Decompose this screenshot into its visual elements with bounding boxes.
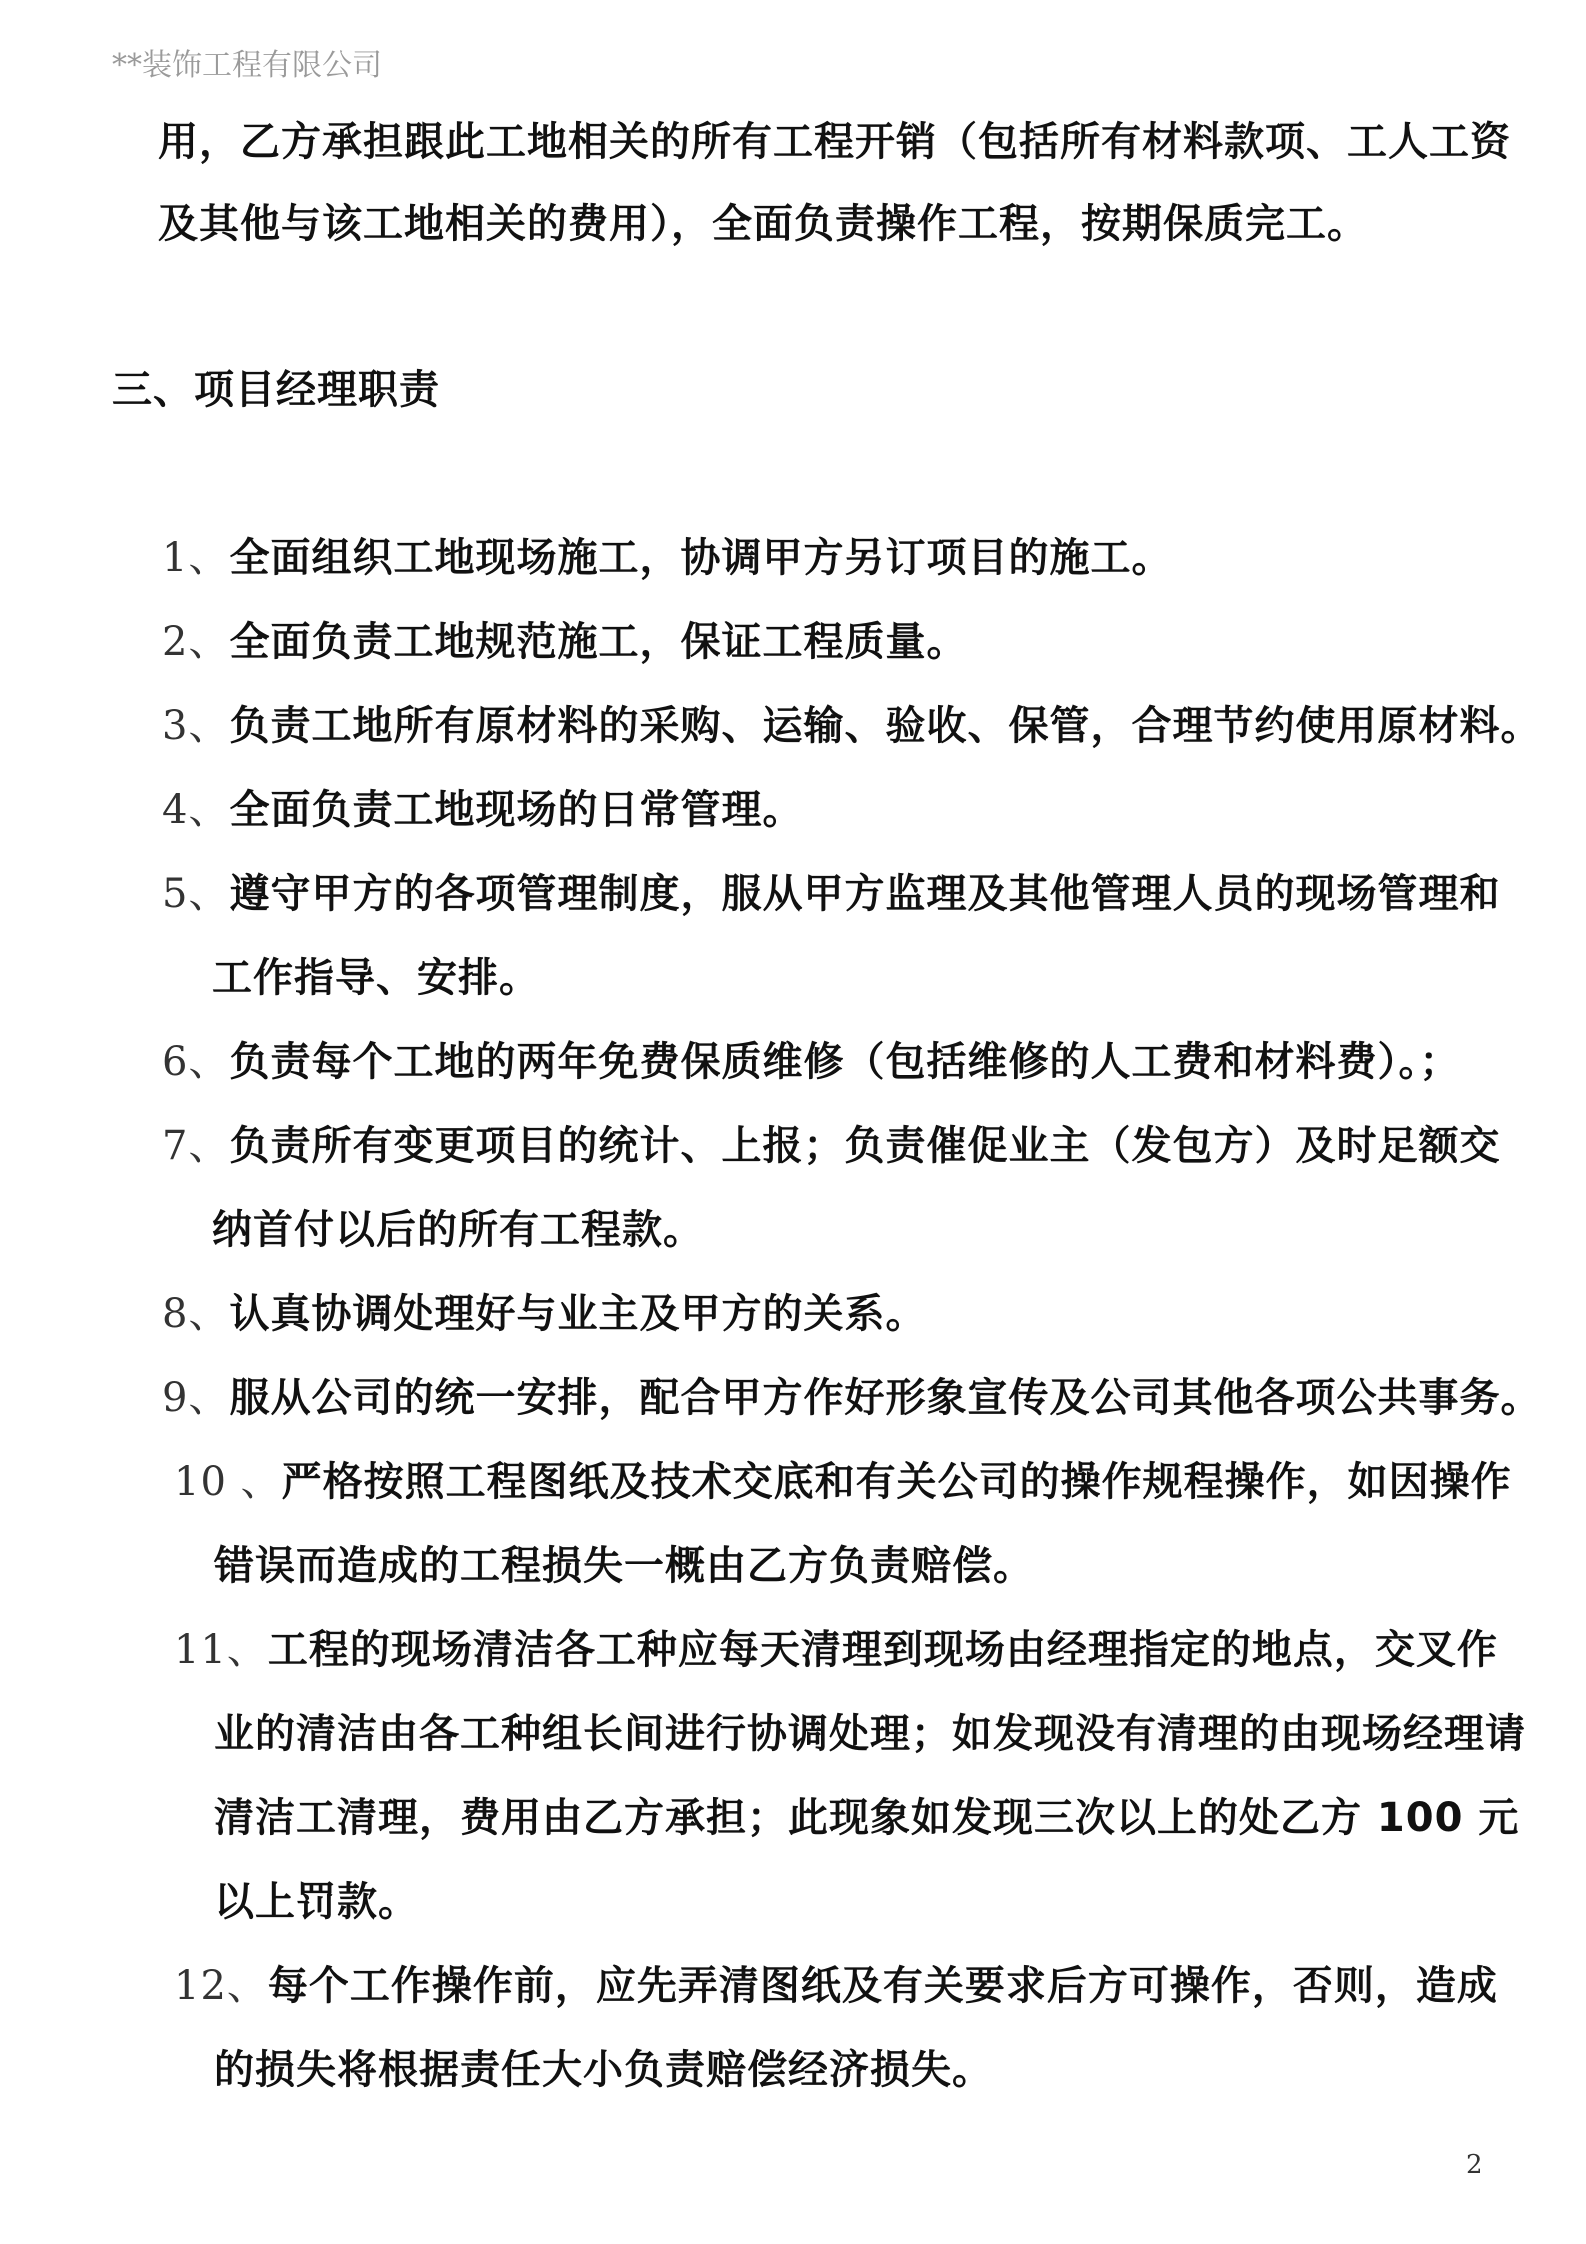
item-text: 负责每个工地的两年免费保质维修（包括维修的人工费和材料费）。； — [229, 1039, 1461, 1085]
item-text: 每个工作操作前，应先弄清图纸及有关要求后方可操作，否则，造成 — [267, 1963, 1498, 2009]
item-number: 12、 — [174, 1963, 268, 2009]
list-item — [162, 1290, 926, 1338]
list-item — [162, 786, 803, 834]
item-number: 2、 — [162, 619, 230, 665]
item-text: 遵守甲方的各项管理制度，服从甲方监理及其他管理人员的现场管理和 — [229, 871, 1501, 917]
item-number: 1、 — [162, 535, 230, 581]
item-text: 负责工地所有原材料的采购、运输、验收、保管，合理节约使用原材料。 — [229, 703, 1542, 749]
intro-line: 及其他与该工地相关的费用），全面负责操作工程，按期保质完工。 — [158, 201, 1368, 247]
item-number: 7、 — [162, 1123, 230, 1169]
item-number: 8、 — [162, 1291, 230, 1337]
list-item — [162, 618, 967, 666]
list-item — [162, 870, 1500, 918]
item-text: 全面负责工地规范施工，保证工程质量。 — [229, 619, 968, 665]
item-text: 服从公司的统一安排，配合甲方作好形象宣传及公司其他各项公共事务。 — [229, 1375, 1542, 1421]
item-continuation: 的损失将根据责任大小负责赔偿经济损失。 — [214, 2047, 993, 2093]
item-continuation: 工作指导、安排。 — [212, 955, 540, 1001]
list-item — [174, 1962, 1498, 2010]
list-item — [162, 1122, 1500, 1170]
intro-line: 用，乙方承担跟此工地相关的所有工程开销（包括所有材料款项、工人工资 — [158, 119, 1511, 165]
section-title: 三、项目经理职责 — [112, 367, 440, 413]
item-number: 5、 — [162, 871, 230, 917]
item-text: 全面负责工地现场的日常管理。 — [229, 787, 804, 833]
item-number: 6、 — [162, 1039, 230, 1085]
item-number: 11、 — [174, 1627, 268, 1673]
item-number: 3、 — [162, 703, 230, 749]
item-continuation: 错误而造成的工程损失一概由乙方负责赔偿。 — [214, 1543, 1034, 1589]
list-item — [162, 1374, 1541, 1422]
item-text: 严格按照工程图纸及技术交底和有关公司的操作规程操作，如因操作 — [281, 1459, 1512, 1505]
item-continuation: 业的清洁由各工种组长间进行协调处理；如发现没有清理的由现场经理请 — [214, 1711, 1526, 1757]
item-continuation: 清洁工清理，费用由乙方承担；此现象如发现三次以上的处乙方 100 元 — [214, 1795, 1520, 1841]
list-item — [162, 1038, 1460, 1086]
page-number: 2 — [1466, 2150, 1483, 2180]
item-continuation: 纳首付以后的所有工程款。 — [212, 1207, 704, 1253]
item-text: 全面组织工地现场施工，协调甲方另订项目的施工。 — [229, 535, 1173, 581]
company-header: **装饰工程有限公司 — [112, 48, 382, 83]
item-text: 认真协调处理好与业主及甲方的关系。 — [229, 1291, 927, 1337]
item-text: 工程的现场清洁各工种应每天清理到现场由经理指定的地点，交叉作 — [267, 1627, 1498, 1673]
item-number: 10 、 — [174, 1459, 282, 1505]
list-item — [162, 534, 1172, 582]
item-number: 4、 — [162, 787, 230, 833]
list-item — [162, 702, 1541, 750]
item-number: 9、 — [162, 1375, 230, 1421]
item-continuation: 以上罚款。 — [214, 1879, 419, 1925]
list-item — [174, 1458, 1512, 1506]
list-item — [174, 1626, 1498, 1674]
item-text: 负责所有变更项目的统计、上报；负责催促业主（发包方）及时足额交 — [229, 1123, 1501, 1169]
